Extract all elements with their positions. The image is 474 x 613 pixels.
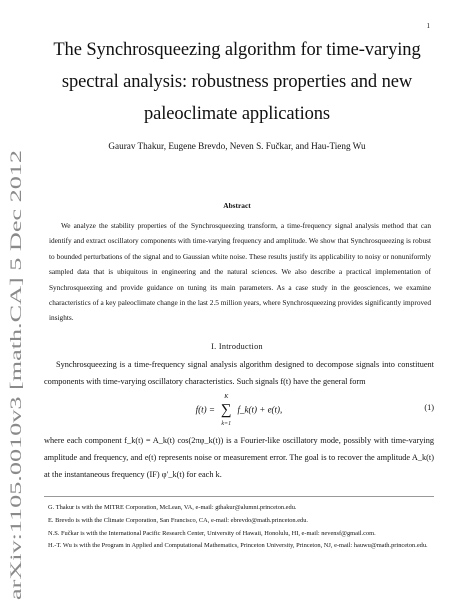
equation-1 — [44, 394, 434, 426]
footnote-divider — [44, 496, 434, 497]
author-list: Gaurav Thakur, Eugene Brevdo, Neven S. Fučkar, and Hau-Tieng Wu — [108, 141, 366, 151]
equation-lhs: f(t) = — [195, 404, 218, 415]
footnotes — [44, 503, 434, 554]
section-heading: I. Introduction — [211, 342, 263, 351]
intro-paragraph: Synchrosqueezing is a time-frequency signal analysis algorithm designed to decompose signals into constituent components with time-varying oscillatory characteristics. Such signals f(t) have the general form — [44, 360, 434, 386]
summation — [217, 394, 235, 427]
footnote-fuckar: N.S. Fučkar is with the International Pacific Research Center, University of Hawaii, Honolulu, HI, e-mail: nevensf@gmail.com. — [48, 529, 376, 537]
footnote-wu: H.-T. Wu is with the Program in Applied and Computational Mathematics, Princeton University, Princeton, NJ, e-mail: hauwu@math.princeton.edu. — [48, 542, 428, 550]
sigma-symbol: ∑ — [220, 402, 232, 418]
equation-rhs: f_k(t) + e(t), — [237, 404, 283, 415]
sum-lower-limit: k=1 — [221, 421, 232, 427]
equation-number: (1) — [424, 403, 434, 412]
definition-paragraph: where each component f_k(t) = A_k(t) cos(2πφ_k(t)) is a Fourier-like oscillatory mode, possibly with time-varying amplitude and frequency, and e(t) represents noise or measurement error. The goal is to recover the amplitude A_k(t) at the instantaneous frequency (IF) φ′_k(t) for each k. — [44, 436, 434, 479]
arxiv-stamp — [4, 150, 28, 600]
page-number: 1 — [426, 22, 430, 30]
paper-title: The Synchrosqueezing algorithm for time-varying spectral analysis: robustness properties and new paleoclimate applications — [53, 40, 421, 124]
footnote-brevdo: E. Brevdo is with the Climate Corporation, San Francisco, CA, e-mail: ebrevdo@math.princeton.edu. — [48, 516, 309, 524]
arxiv-stamp-text: arXiv:1105.0010v3 [math.CA] 5 Dec 2012 — [8, 325, 25, 600]
sum-upper-limit: K — [224, 394, 229, 400]
footnote-thakur: G. Thakur is with the MITRE Corporation, McLean, VA, e-mail: gthakur@alumni.princeton.edu. — [48, 504, 297, 511]
equation-body — [44, 394, 434, 427]
arxiv-stamp-graphic — [4, 150, 28, 600]
abstract-heading: Abstract — [223, 201, 251, 210]
abstract-text: We analyze the stability properties of the Synchrosqueezing transform, a time-frequency signal analysis method that can identify and extract oscillatory components with time-varying frequency and amplitude. We show that Synchrosqueezing is robust to bounded perturbations of the signal and to Gaussian white noise. These results justify its applicability to noisy or nonuniformly sampled data that is ubiquitous in engineering and the natural sciences. We also describe a practical implementation of Synchrosqueezing and provide guidance on tuning its main parameters. As a case study in the geosciences, we examine characteristics of a key paleoclimate change in the last 2.5 million years, where Synchrosqueezing provides significantly improved insights. — [49, 221, 431, 323]
